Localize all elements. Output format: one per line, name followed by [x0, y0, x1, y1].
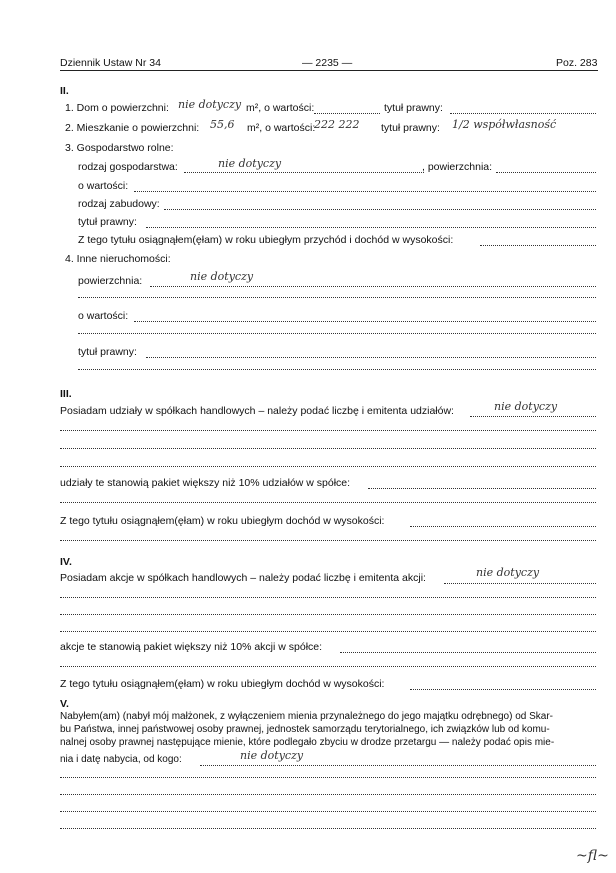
other-property-label: 4. Inne nieruchomości: [65, 253, 171, 265]
shares-income-label: Z tego tytułu osiągnąłem(ęłam) w roku ubiegłym dochód w wysokości: [60, 515, 385, 527]
acquisition-text-3: nalnej osoby prawnej następujące mienie, które podlegało zbyciu w drodze przetargu — należy podać opis mie- [60, 737, 555, 748]
flat-area-value: 55,6 [210, 118, 235, 131]
house-title-label: tytuł prawny: [384, 102, 443, 114]
dotted-line [314, 113, 380, 114]
section-iii-title: III. [60, 388, 72, 400]
page-number: — 2235 — [302, 57, 353, 69]
acquisition-text-1: Nabyłem(am) (nabył mój małżonek, z wyłączeniem mienia przynależnego do jego majątku odrębnego) od Skar- [60, 711, 554, 722]
dotted-line [60, 666, 596, 667]
flat-area-label: 2. Mieszkanie o powierzchni: [65, 122, 200, 134]
flat-title-value: 1/2 współwłasność [452, 118, 557, 131]
signature-mark: ~fl~ [576, 848, 609, 864]
flat-title-label: tytuł prawny: [381, 122, 440, 134]
acquisition-text-4: nia i datę nabycia, od kogo: [60, 754, 182, 765]
dotted-line [164, 209, 596, 210]
position-number: Poz. 283 [556, 57, 598, 69]
dotted-line [470, 416, 596, 417]
shares-packet-label: udziały te stanowią pakiet większy niż 10% udziałów w spółce: [60, 477, 351, 489]
dotted-line [200, 765, 596, 766]
dotted-line [340, 652, 596, 653]
dotted-line [368, 488, 596, 489]
dotted-line [60, 777, 596, 778]
other-area-label: powierzchnia: [78, 275, 143, 287]
farm-title-label: tytuł prawny: [78, 216, 137, 228]
dotted-line [410, 689, 596, 690]
dotted-line [60, 828, 596, 829]
farm-label: 3. Gospodarstwo rolne: [65, 142, 174, 154]
dotted-line [60, 811, 596, 812]
shares-value: nie dotyczy [494, 400, 558, 413]
house-area-value: nie dotyczy [178, 98, 242, 111]
section-v-title: V. [60, 698, 69, 710]
dotted-line [60, 448, 596, 449]
dotted-line [60, 540, 596, 541]
house-value-label: m², o wartości: [246, 102, 315, 114]
farm-income-label: Z tego tytułu osiągnąłem(ęłam) w roku ubiegłym przychód i dochód w wysokości: [78, 234, 454, 246]
dotted-line [78, 297, 596, 298]
dotted-line [60, 631, 596, 632]
stocks-income-label: Z tego tytułu osiągnąłem(ęłam) w roku ubiegłym dochód w wysokości: [60, 678, 385, 690]
house-area-label: 1. Dom o powierzchni: [65, 102, 169, 114]
section-iv-title: IV. [60, 556, 72, 568]
shares-label: Posiadam udziały w spółkach handlowych – należy podać liczbę i emitenta udziałów: [60, 405, 454, 417]
farm-value-label: o wartości: [78, 180, 129, 192]
dotted-line [146, 357, 596, 358]
header-rule [60, 70, 598, 71]
dotted-line [450, 113, 596, 114]
farm-type-value: nie dotyczy [218, 157, 282, 170]
dotted-line [78, 333, 596, 334]
dotted-line [60, 794, 596, 795]
flat-value-value: 222 222 [314, 118, 360, 131]
farm-type-label: rodzaj gospodarstwa: [78, 161, 178, 173]
dotted-line [410, 526, 596, 527]
acquisition-value: nie dotyczy [240, 749, 304, 762]
dotted-line [184, 172, 424, 173]
dotted-line [78, 369, 596, 370]
dotted-line [60, 502, 596, 503]
dotted-line [60, 466, 596, 467]
dotted-line [150, 286, 596, 287]
dotted-line [134, 191, 596, 192]
stocks-label: Posiadam akcje w spółkach handlowych – należy podać liczbę i emitenta akcji: [60, 572, 426, 584]
other-value-label: o wartości: [78, 310, 129, 322]
dotted-line [444, 583, 596, 584]
farm-buildings-label: rodzaj zabudowy: [78, 198, 160, 210]
dotted-line [496, 172, 596, 173]
section-ii-title: II. [60, 85, 69, 97]
farm-area-label: , powierzchnia: [422, 161, 493, 173]
stocks-value: nie dotyczy [476, 566, 540, 579]
dotted-line [60, 597, 596, 598]
dotted-line [134, 321, 596, 322]
acquisition-text-2: bu Państwa, innej państwowej osoby prawnej, jednostek samorządu terytorialnego, ich związków lub od komu- [60, 724, 550, 735]
dotted-line [60, 614, 596, 615]
other-title-label: tytuł prawny: [78, 346, 137, 358]
stocks-packet-label: akcje te stanowią pakiet większy niż 10% akcji w spółce: [60, 641, 323, 653]
dotted-line [146, 227, 596, 228]
other-area-value: nie dotyczy [190, 270, 254, 283]
dotted-line [60, 430, 596, 431]
dotted-line [480, 245, 596, 246]
journal-name: Dziennik Ustaw Nr 34 [60, 57, 161, 69]
flat-value-label: m², o wartości: [247, 122, 316, 134]
